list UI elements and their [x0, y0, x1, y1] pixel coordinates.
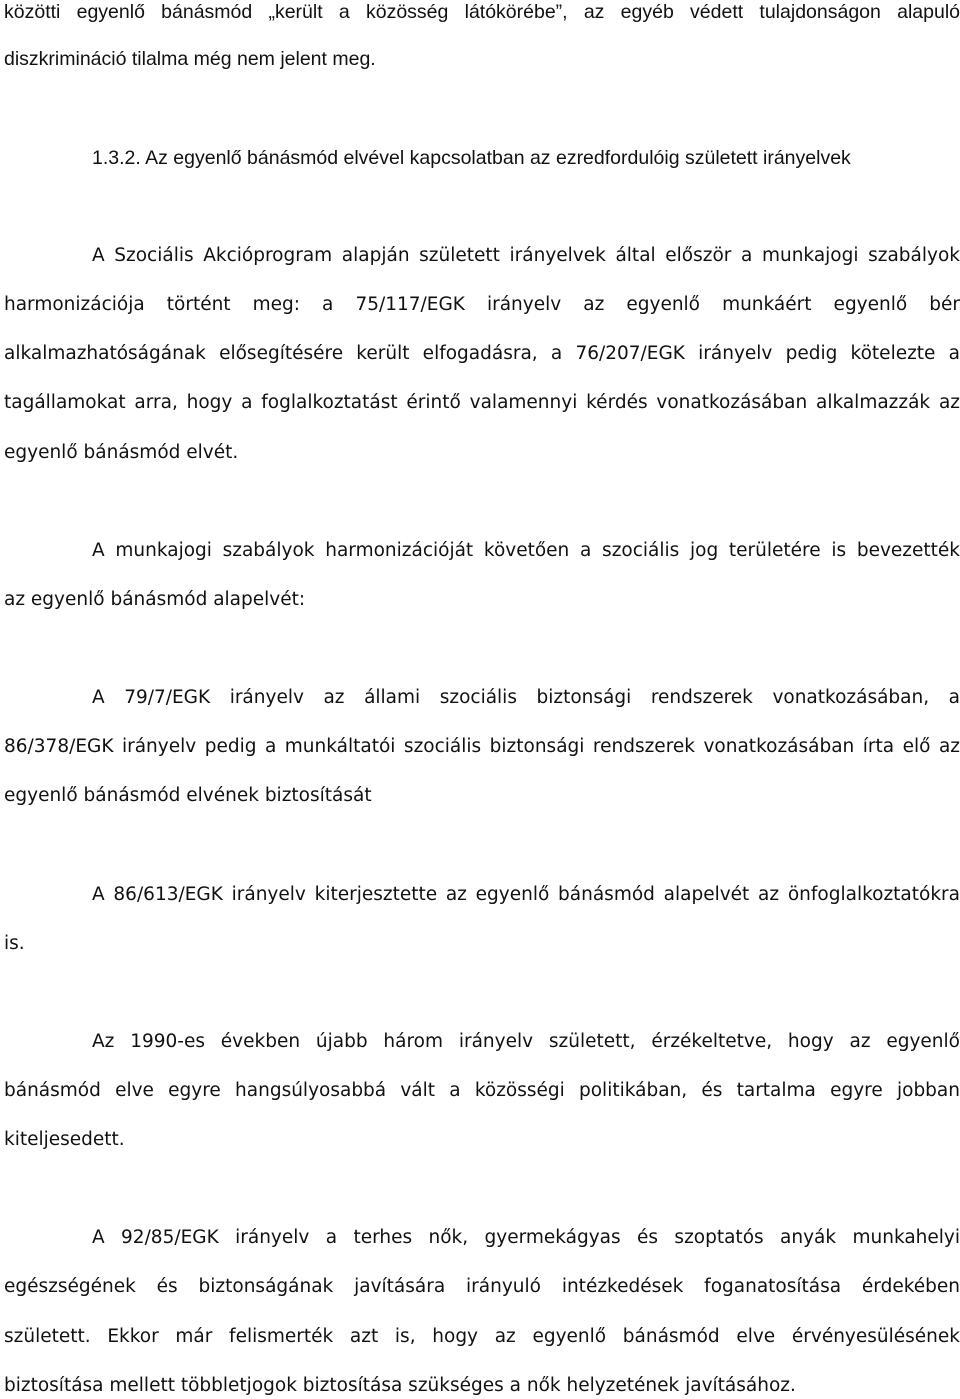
paragraph-4-line-2: is.: [4, 933, 25, 954]
paragraph-6-line-3: született. Ekkor már felismerték azt is, hogy az egyenlő bánásmód elve érvényesülésének: [4, 1326, 960, 1347]
paragraph-1-line-3: alkalmazhatóságának elősegítésére került elfogadásra, a 76/207/EGK irányelv pedig kötelezte a: [4, 343, 960, 364]
paragraph-5-line-3: kiteljesedett.: [4, 1129, 125, 1150]
paragraph-5-line-1: Az 1990-es években újabb három irányelv született, érzékeltetve, hogy az egyenlő: [92, 1031, 960, 1052]
paragraph-3-line-2: 86/378/EGK irányelv pedig a munkáltatói szociális biztonsági rendszerek vonatkozásában írta elő az: [4, 736, 960, 757]
paragraph-5-line-2: bánásmód elve egyre hangsúlyosabbá vált a közösségi politikában, és tartalma egyre jobban: [4, 1080, 960, 1101]
paragraph-1-line-2: harmonizációja történt meg: a 75/117/EGK irányelv az egyenlő munkáért egyenlő bér: [4, 294, 960, 315]
paragraph-2-line-2: az egyenlő bánásmód alapelvét:: [4, 589, 306, 610]
paragraph-3-line-3: egyenlő bánásmód elvének biztosítását: [4, 785, 372, 806]
paragraph-6-line-4: biztosítása mellett többletjogok biztosítása szükséges a nők helyzetének javításához.: [4, 1375, 796, 1396]
section-heading: 1.3.2. Az egyenlő bánásmód elvével kapcsolatban az ezredfordulóig született irányelvek: [92, 147, 851, 169]
paragraph-1-line-1: A Szociális Akcióprogram alapján született irányelvek által először a munkajogi szabályok: [92, 245, 960, 266]
paragraph-1-line-4: tagállamokat arra, hogy a foglalkoztatást érintő valamennyi kérdés vonatkozásában alkalmazzák az: [4, 392, 960, 413]
paragraph-4-line-1: A 86/613/EGK irányelv kiterjesztette az egyenlő bánásmód alapelvét az önfoglalkoztatókra: [92, 884, 960, 905]
intro-line-1: közötti egyenlő bánásmód „került a közösség látókörébe”, az egyéb védett tulajdonságon alapuló: [4, 1, 960, 23]
paragraph-2-line-1: A munkajogi szabályok harmonizációját követően a szociális jog területére is bevezették: [92, 540, 960, 561]
paragraph-6-line-1: A 92/85/EGK irányelv a terhes nők, gyermekágyas és szoptatós anyák munkahelyi: [92, 1227, 960, 1248]
paragraph-3-line-1: A 79/7/EGK irányelv az állami szociális biztonsági rendszerek vonatkozásában, a: [92, 687, 960, 708]
paragraph-1-line-5: egyenlő bánásmód elvét.: [4, 442, 239, 463]
paragraph-6-line-2: egészségének és biztonságának javítására irányuló intézkedések foganatosítása érdekében: [4, 1276, 960, 1297]
intro-line-2: diszkrimináció tilalma még nem jelent meg.: [4, 48, 376, 70]
